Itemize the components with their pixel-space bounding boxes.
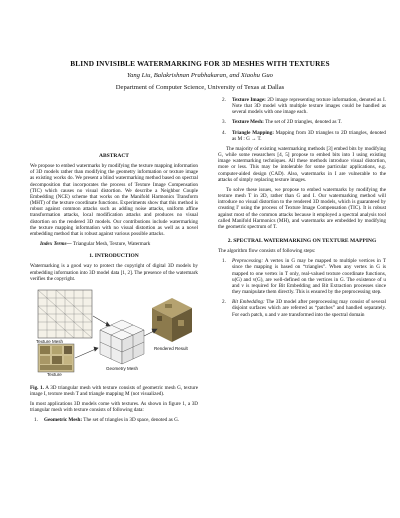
list-item — [218, 119, 386, 125]
rendered-result-graphic — [152, 298, 192, 342]
right-paragraph-2: To solve these issues, we propose to embed watermarks by modifying the texture mesh T in 2D, rather than G and I. Our watermarking method will introduce no visual distortion to the rendered 3D models, which is guaranteed by creating I′ using the process of Texture Image Compensation (TIC). It is robust against most of the common attacks because it employed a spectral analysis tool called Manifold Harmonics (MH), and watermarks are embedded by modifying the geometric spectrum of T. — [218, 186, 386, 230]
index-terms — [40, 241, 198, 247]
section-2-heading: 2. SPECTRAL WATERMARKING ON TEXTURE MAPPING — [227, 237, 377, 244]
texture-mesh-graphic — [38, 290, 92, 338]
list-number: 2. — [222, 97, 226, 103]
texture-image-graphic — [38, 344, 74, 372]
geometry-mesh-graphic — [100, 320, 144, 364]
index-terms-text: Triangular Mesh, Texture, Watermark — [71, 241, 151, 248]
figure-1 — [30, 286, 198, 379]
list-number: 2. — [222, 299, 226, 306]
index-terms-label: Index Terms— — [40, 241, 72, 248]
list-number: 3. — [222, 119, 226, 126]
list-item — [218, 130, 386, 142]
list-item — [30, 417, 198, 423]
right-paragraph-1: The majority of existing watermarking methods [3] embed bits by modifying G, while some researchers [4, 5] propose to embed bits into I using existing image watermarking techniques. All these methods introduce visual distortion, more or less. This may be intolerable for some particular applications, e.g. computer-aided design (CAD). Also, watermarks in I are vulnerable to the attacks of simply replacing texture images. — [218, 145, 386, 183]
intro-heading: 1. INTRODUCTION — [89, 253, 139, 260]
label-rendered-result: Rendered Result — [154, 345, 188, 351]
list-text: The set of triangles in 3D space, denoted as G. — [82, 417, 180, 424]
list-item — [218, 299, 386, 317]
list-item — [218, 258, 386, 295]
list-text: The set of 2D triangles, denoted as T. — [263, 119, 342, 126]
list-item — [218, 97, 386, 115]
intro-paragraph-1: Watermarking is a good way to protect the copyright of digital 3D models by embedding information into 3D model data [1, 2]. The presence of the watermark verifies the copyright. — [30, 263, 198, 282]
paper-title: BLIND INVISIBLE WATERMARKING FOR 3D MESHES WITH TEXTURES — [70, 59, 330, 68]
list-number: 1. — [222, 258, 226, 265]
list-term: Geometric Mesh: — [44, 417, 83, 424]
list-term: Bit Embedding: — [232, 299, 265, 306]
list-term: Triangle Mapping: — [232, 129, 274, 136]
list-term: Preprocessing: — [232, 258, 264, 265]
list-number: 4. — [222, 129, 226, 136]
label-geometry-mesh: Geometry Mesh — [106, 365, 139, 371]
list-text: A vertex in G may be mapped to multiple vertices in T since the mapping is based on “triangles”. When any vertex in G is mapped to one vertex in T only, real-valued texture coordinate functions, u(G) and v(G), are well-defined on the vertices in G. The existence of u and v is required for Bit Embedding and Bit Extraction processes since they manipulate them directly. This is ensured by the preprocessing step. — [232, 258, 386, 296]
list-term: Texture Image: — [232, 97, 266, 103]
list-term: Texture Mesh: — [232, 119, 264, 126]
caption-label: Fig. 1. — [30, 384, 44, 391]
right-paragraph-3: The algorithm flow consists of following steps: — [218, 248, 316, 255]
label-texture-mesh: Texture Mesh — [36, 338, 64, 344]
list-text: 2D image representing texture information, denoted as I. Note that 3D model with multiple texture images could be handled as several models with one image each. — [232, 97, 386, 116]
list-text: Mapping from 3D triangles to 2D triangles, denoted as M : G → T. — [232, 129, 386, 142]
list-text: The 3D model after preprocessing may consist of several disjoint surfaces which are referred as “patches” and handled separately. For each patch, u and v are transformed into the spectral domain — [232, 299, 386, 318]
paper-authors: Yang Liu, Balakrishnan Prabhakaran, and Xiaohu Guo — [127, 72, 273, 79]
intro-paragraph-2: In most applications 3D models come with textures. As shown in figure 1, a 3D triangular mesh with texture consists of following data: — [30, 401, 198, 414]
list-number: 1. — [34, 417, 38, 424]
paper-affiliation: Department of Computer Science, University of Texas at Dallas — [115, 84, 285, 91]
left-column — [30, 97, 198, 428]
right-column — [218, 97, 386, 322]
label-texture: Texture — [47, 371, 62, 377]
abstract-heading: ABSTRACT — [99, 153, 129, 159]
abstract-text: We propose to embed watermarks by modifying the texture mapping information of 3D models rather than modifying the geometry information or texture image as existing works do. We present a blind watermarking method based on spectral decomposition that incorporates the process of Texture Image Compensation (TIC) which causes no visual distortion. We describe a Neighbor Couple Embedding (NCE) scheme that works on the Manifold Harmonics Transform (MHT) of the texture coordinate functions. Experiments show that this method is robust against common attacks such as adding noise attacks, uniform affine transformation attacks, local modification attacks and produces no visual distortion on the rendered 3D models. Our contributions include watermarking the texture mapping information with no visual distortion as well as a novel embedding method that is robust against various possible attacks. — [30, 163, 198, 237]
caption-text: A 3D triangular mesh with texture consists of geometric mesh G, texture image I, texture mesh T and triangle mapping M (not visualized). — [30, 384, 198, 397]
figure-1-caption — [30, 385, 198, 397]
